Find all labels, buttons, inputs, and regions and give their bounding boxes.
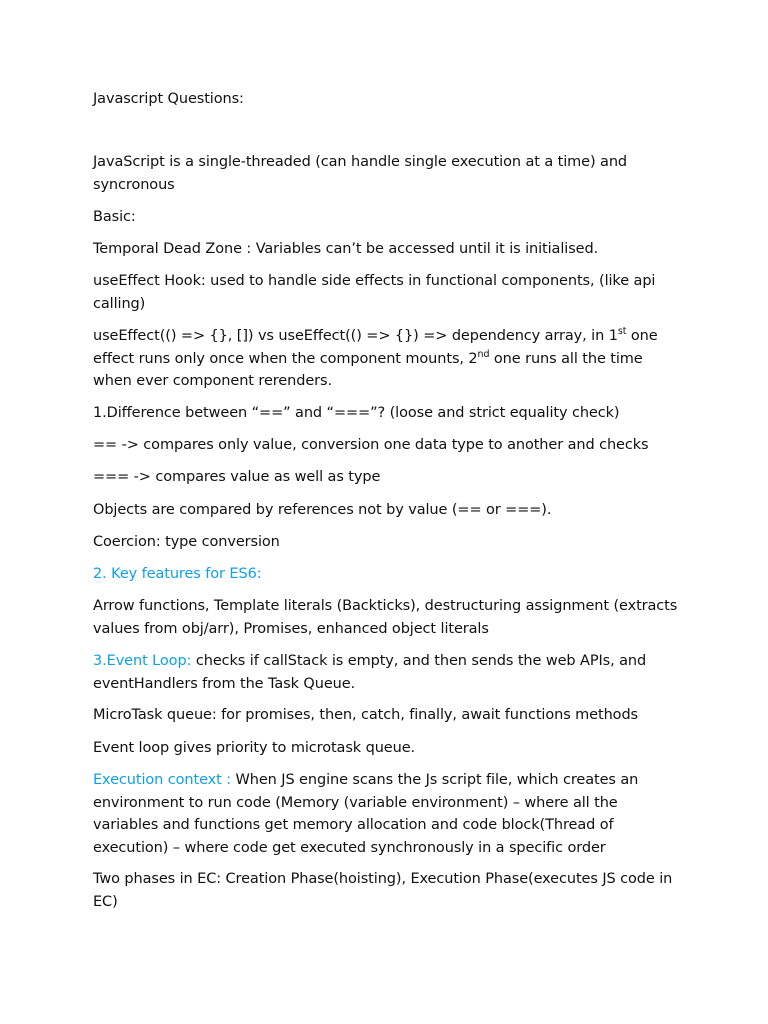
use-effect-compare-part1: useEffect(() => {}, []) vs useEffect(() => {}) => dependency array, in 1 [93, 328, 618, 344]
basic-heading: Basic: [93, 209, 136, 225]
use-effect-compare-part3: one runs all the time when ever component rerenders. [93, 350, 643, 389]
document-title: Javascript Questions: [93, 91, 244, 107]
coercion-paragraph: Coercion: type conversion [93, 534, 280, 550]
event-loop-label: 3.Event Loop: [93, 653, 192, 669]
event-loop-paragraph [93, 650, 683, 695]
event-loop-priority-paragraph: Event loop gives priority to microtask queue. [93, 740, 416, 756]
execution-context-text: When JS engine scans the Js script file, which creates an environment to run code (Memory (variable environment) – where all the variables and functions get memory allocation and code block(Thread of execution) – where code get executed synchronously in a specific order [93, 772, 639, 856]
event-loop-text: checks if callStack is empty, and then sends the web APIs, and eventHandlers from the Task Queue. [93, 653, 647, 692]
objects-compare-paragraph: Objects are compared by references not by value (== or ===). [93, 502, 552, 518]
two-phases-paragraph: Two phases in EC: Creation Phase(hoisting), Execution Phase(executes JS code in EC) [93, 871, 673, 910]
execution-context-label: Execution context : [93, 772, 232, 788]
use-effect-compare-sup1: st [617, 326, 627, 338]
double-equals-paragraph: == -> compares only value, conversion one data type to another and checks [93, 437, 649, 453]
use-effect-compare-part2: one effect runs only once when the component mounts, 2 [93, 328, 658, 367]
q2-heading: 2. Key features for ES6: [93, 566, 262, 582]
use-effect-hook-paragraph: useEffect Hook: used to handle side effects in functional components, (like api calling) [93, 273, 656, 312]
triple-equals-paragraph: === -> compares value as well as type [93, 469, 381, 485]
q1-heading: 1.Difference between “==” and “===”? (loose and strict equality check) [93, 405, 620, 421]
tdz-paragraph: Temporal Dead Zone : Variables can’t be accessed until it is initialised. [93, 241, 599, 257]
microtask-paragraph: MicroTask queue: for promises, then, catch, finally, await functions methods [93, 707, 639, 723]
execution-context-paragraph [93, 769, 683, 859]
intro-paragraph: JavaScript is a single-threaded (can handle single execution at a time) and syncronous [93, 154, 628, 193]
es6-features-paragraph: Arrow functions, Template literals (Backticks), destructuring assignment (extracts values from obj/arr), Promises, enhanced object literals [93, 598, 678, 637]
use-effect-compare-sup2: nd [477, 348, 490, 360]
use-effect-compare-paragraph [93, 325, 683, 393]
